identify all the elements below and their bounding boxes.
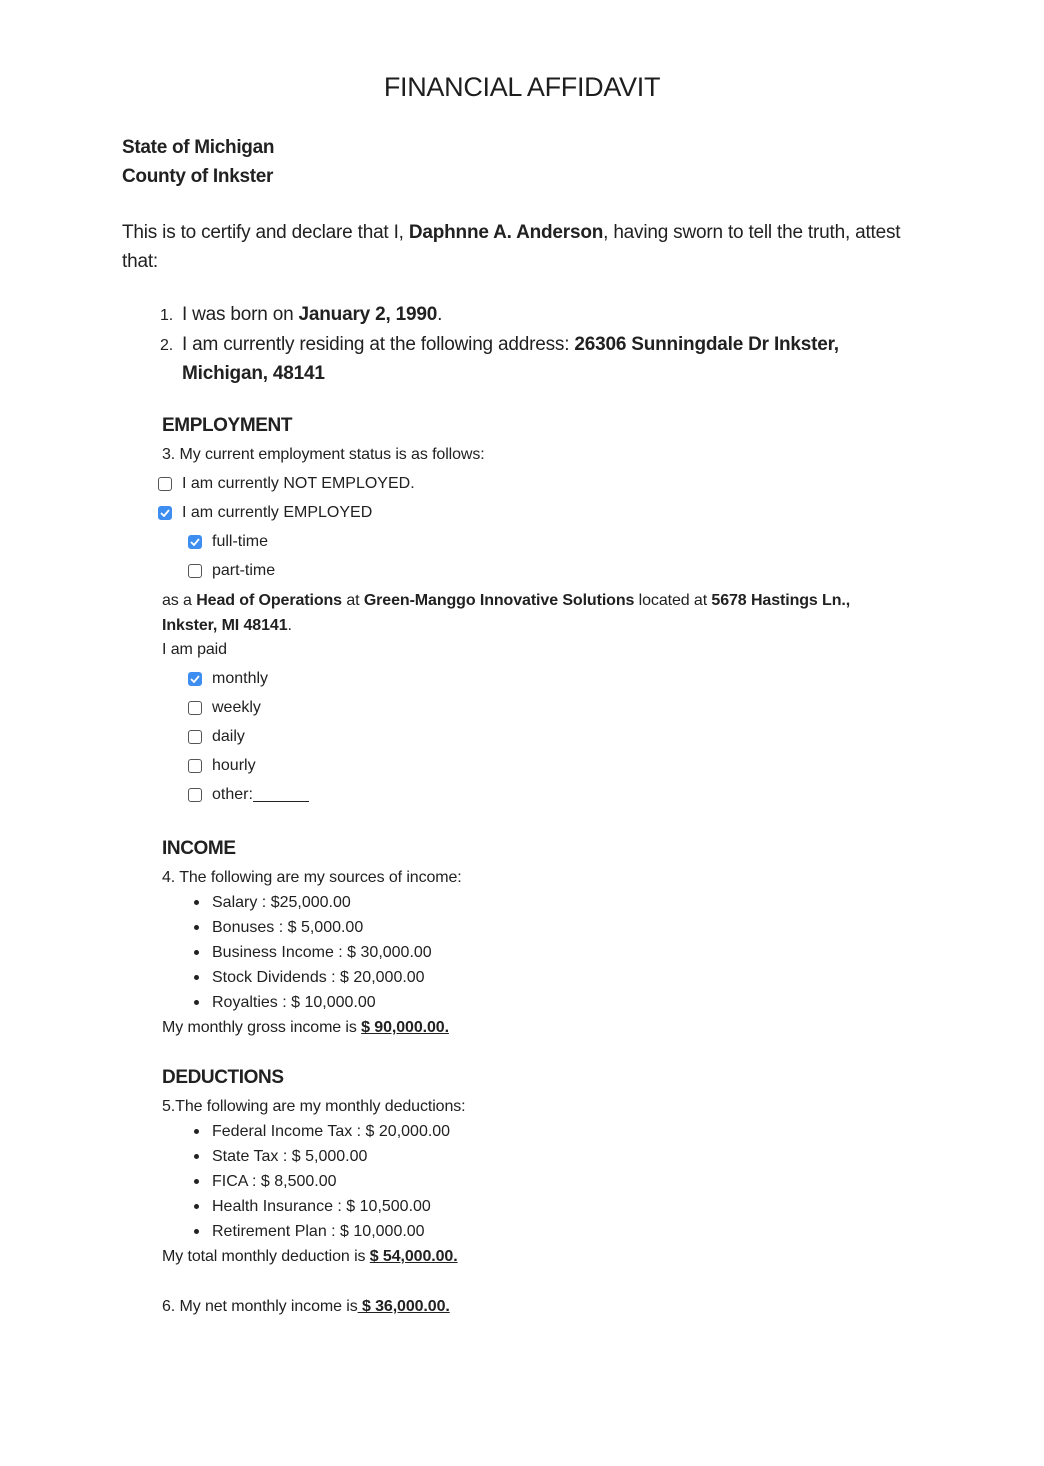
- gross-income-line: [162, 1019, 449, 1037]
- checkbox-not-employed[interactable]: [158, 475, 415, 493]
- income-item: Stock Dividends : $ 20,000.00: [212, 968, 425, 986]
- residence-address: 26306 Sunningdale Dr Inkster, Michigan, 48141: [182, 334, 839, 384]
- checkbox-icon[interactable]: [188, 759, 202, 773]
- employment-heading: EMPLOYMENT: [162, 415, 293, 436]
- checkbox-label: weekly: [212, 699, 261, 716]
- job-text: .: [287, 617, 292, 634]
- net-income-line: [162, 1298, 450, 1316]
- deductions-statement: 5.The following are my monthly deductions:: [162, 1098, 466, 1115]
- checkbox-label: full-time: [212, 533, 269, 550]
- list-item: [194, 940, 432, 965]
- checkbox-icon[interactable]: [158, 477, 172, 491]
- state-line: State of Michigan: [122, 137, 275, 158]
- job-text: at: [341, 592, 364, 609]
- birth-suffix: .: [437, 304, 443, 325]
- deduction-item: State Tax : $ 5,000.00: [212, 1147, 368, 1165]
- deduction-item: Federal Income Tax : $ 20,000.00: [212, 1122, 451, 1140]
- employer-address: 5678 Hastings Ln., Inkster, MI 48141: [162, 592, 851, 634]
- checkbox-label: other:: [212, 786, 253, 803]
- birth-prefix: I was born on: [182, 304, 299, 325]
- bullet-icon: [194, 1129, 199, 1134]
- income-statement: 4. The following are my sources of income:: [162, 869, 462, 886]
- checkbox-icon[interactable]: [188, 730, 202, 744]
- net-income-label: 6. My net monthly income is: [162, 1298, 358, 1315]
- intro-prefix: This is to certify and declare that I,: [122, 222, 409, 243]
- checkbox-icon[interactable]: [188, 701, 202, 715]
- list-item: [194, 890, 432, 915]
- income-item: Business Income : $ 30,000.00: [212, 943, 432, 961]
- checkbox-label: hourly: [212, 757, 256, 774]
- job-text: as a: [162, 592, 197, 609]
- paid-label: I am paid: [162, 641, 227, 658]
- list-item: [194, 1144, 450, 1169]
- job-position: Head of Operations: [196, 592, 342, 609]
- deduction-item: Retirement Plan : $ 10,000.00: [212, 1222, 425, 1240]
- checkbox-checked-icon[interactable]: [158, 506, 172, 520]
- net-income-value: $ 36,000.00.: [357, 1298, 450, 1315]
- checkbox-monthly[interactable]: [188, 670, 268, 688]
- bullet-icon: [194, 1179, 199, 1184]
- checkbox-other[interactable]: [188, 786, 309, 804]
- bullet-icon: [194, 1229, 199, 1234]
- bullet-icon: [194, 1000, 199, 1005]
- list-number: 2.: [160, 337, 173, 354]
- checkbox-icon[interactable]: [188, 564, 202, 578]
- list-item: [194, 990, 432, 1015]
- deductions-heading: DEDUCTIONS: [162, 1067, 284, 1088]
- checkbox-employed[interactable]: [158, 504, 372, 522]
- employment-statement: 3. My current employment status is as follows:: [162, 446, 485, 463]
- checkbox-checked-icon[interactable]: [188, 672, 202, 686]
- list-item: [194, 1194, 450, 1219]
- total-deduction-line: [162, 1248, 458, 1266]
- list-item: [194, 1119, 450, 1144]
- checkbox-label: part-time: [212, 562, 276, 579]
- employer-name: Green-Manggo Innovative Solutions: [363, 592, 635, 609]
- document-title: FINANCIAL AFFIDAVIT: [383, 72, 661, 102]
- gross-income-label: My monthly gross income is: [162, 1019, 362, 1036]
- list-item: [160, 330, 880, 388]
- gross-income-value: $ 90,000.00.: [361, 1019, 449, 1036]
- checkbox-part-time[interactable]: [188, 562, 275, 580]
- county-line: County of Inkster: [122, 166, 274, 187]
- income-item: Bonuses : $ 5,000.00: [212, 918, 364, 936]
- checkbox-daily[interactable]: [188, 728, 245, 746]
- list-item: [194, 915, 432, 940]
- list-number: 1.: [160, 307, 173, 324]
- list-item: [160, 300, 880, 330]
- bullet-icon: [194, 900, 199, 905]
- address-prefix: I am currently residing at the following address:: [182, 334, 575, 355]
- bullet-icon: [194, 950, 199, 955]
- intro-paragraph: [122, 218, 912, 276]
- income-item: Royalties : $ 10,000.00: [212, 993, 376, 1011]
- checkbox-checked-icon[interactable]: [188, 535, 202, 549]
- checkbox-weekly[interactable]: [188, 699, 261, 717]
- bullet-icon: [194, 1204, 199, 1209]
- bullet-icon: [194, 925, 199, 930]
- checkbox-hourly[interactable]: [188, 757, 256, 775]
- affiant-name: Daphnne A. Anderson: [408, 222, 604, 243]
- job-text: located at: [634, 592, 712, 609]
- bullet-icon: [194, 1154, 199, 1159]
- birth-date: January 2, 1990: [298, 304, 438, 325]
- list-item: [194, 965, 432, 990]
- deduction-item: Health Insurance : $ 10,500.00: [212, 1197, 431, 1215]
- checkbox-full-time[interactable]: [188, 533, 268, 551]
- income-list: [194, 890, 432, 1015]
- checkbox-label: monthly: [212, 670, 269, 687]
- checkbox-label: I am currently EMPLOYED: [182, 504, 373, 521]
- checkbox-label: daily: [212, 728, 245, 745]
- bullet-icon: [194, 975, 199, 980]
- deduction-item: FICA : $ 8,500.00: [212, 1172, 337, 1190]
- numbered-list: [160, 300, 880, 388]
- total-deduction-value: $ 54,000.00.: [369, 1248, 458, 1265]
- deductions-list: [194, 1119, 450, 1244]
- income-heading: INCOME: [162, 838, 236, 859]
- total-deduction-label: My total monthly deduction is: [162, 1248, 370, 1265]
- income-item: Salary : $25,000.00: [212, 893, 351, 911]
- checkbox-label: I am currently NOT EMPLOYED.: [182, 475, 415, 492]
- list-item: [194, 1219, 450, 1244]
- checkbox-icon[interactable]: [188, 788, 202, 802]
- intro-suffix: , having sworn to tell the truth, attest that:: [122, 222, 901, 272]
- list-item: [194, 1169, 450, 1194]
- other-blank-line[interactable]: [253, 789, 309, 802]
- job-details: [162, 588, 902, 638]
